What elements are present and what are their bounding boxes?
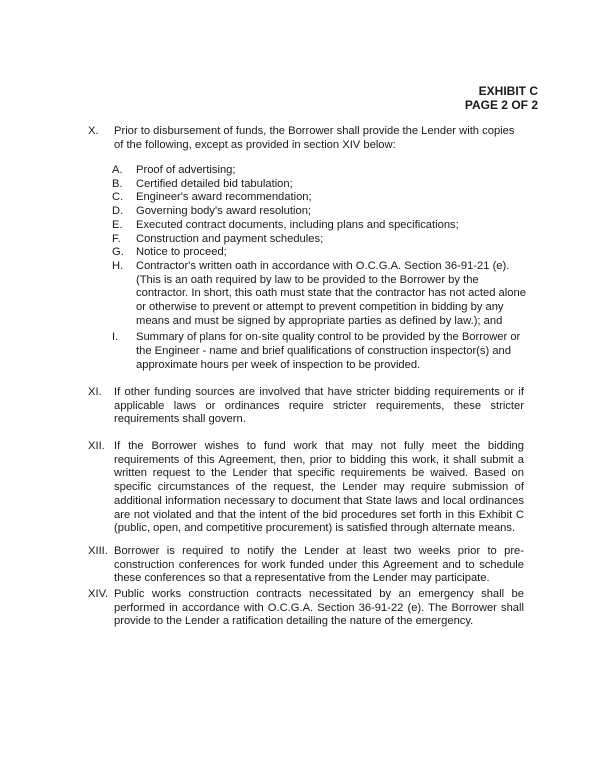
list-item-letter: H. — [112, 259, 124, 272]
list-item-text: Notice to proceed; — [136, 246, 227, 259]
list-item — [112, 331, 524, 372]
section-xiv — [88, 588, 524, 629]
section-xi — [88, 386, 524, 427]
exhibit-title: EXHIBIT C — [478, 84, 538, 98]
section-number: XIII. — [88, 545, 108, 557]
list-item-text: Governing body's award resolution; — [136, 205, 312, 218]
section-number: XI. — [88, 386, 102, 398]
section-number: XII. — [88, 440, 105, 452]
section-x-list — [112, 164, 524, 373]
list-item — [112, 260, 526, 329]
section-xii — [88, 440, 524, 536]
list-item — [112, 191, 524, 205]
list-item — [112, 219, 524, 233]
list-item-text: Certified detailed bid tabulation; — [136, 177, 293, 190]
section-x — [88, 125, 524, 152]
list-item-letter: I. — [112, 331, 119, 344]
list-item-letter: E. — [112, 218, 123, 231]
list-item-text: Construction and payment schedules; — [136, 232, 324, 245]
list-item — [112, 178, 524, 192]
section-xiii — [88, 545, 524, 586]
list-item-text: Engineer's award recommendation; — [136, 191, 312, 204]
list-item-letter: F. — [112, 232, 121, 245]
list-item — [112, 233, 524, 247]
exhibit-header — [465, 84, 538, 112]
page-number: PAGE 2 OF 2 — [464, 98, 538, 112]
list-item — [112, 205, 524, 219]
list-item-letter: D. — [112, 205, 124, 218]
list-item-text: Proof of advertising; — [136, 164, 236, 176]
list-item-letter: C. — [112, 191, 124, 204]
list-item-letter: B. — [112, 177, 123, 190]
section-text: Prior to disbursement of funds, the Borrower shall provide the Lender with copies of the following, except as provided in section XIV below: — [114, 125, 515, 151]
section-text: If other funding sources are involved that have stricter bidding requirements or if applicable laws or ordinances require stricter requirements, these stricter requirements shall govern. — [114, 386, 524, 426]
list-item-text: Contractor's written oath in accordance with O.C.G.A. Section 36-91-21 (e). (This is an oath required by law to be provided to the Borrower by the contractor. In short, this oath must state that the contractor has not acted alone or otherwise to prevent or attempt to prevent competition in bidding by any means and must be signed by appropriate parties as defined by law.); and — [136, 259, 526, 327]
section-text: Borrower is required to notify the Lender at least two weeks prior to pre-construction conferences for work funded under this Agreement and to schedule these conferences so that a representative from the Lender may participate. — [114, 545, 524, 585]
list-item — [112, 246, 524, 260]
section-number: XIV. — [88, 588, 109, 600]
list-item — [112, 164, 524, 178]
section-text: If the Borrower wishes to fund work that may not fully meet the bidding requirements of this Agreement, then, prior to bidding this work, it shall submit a written request to the Lender that specific requirements be waived. Based on specific circumstances of the request, the Lender may require submission of additional information necessary to document that State laws and local ordinances are not violated and that the intent of the bid procedures set forth in this Exhibit C (public, open, and competitive procurement) is satisfied through alternate means. — [114, 440, 524, 535]
list-item-text: Executed contract documents, including plans and specifications; — [136, 218, 459, 231]
list-item-text: Summary of plans for on-site quality control to be provided by the Borrower or the Engineer - name and brief qualifications of construction inspector(s) and approximate hours per week of inspection to be provided. — [136, 331, 521, 371]
section-text: Public works construction contracts necessitated by an emergency shall be performed in accordance with O.C.G.A. Section 36-91-22 (e). The Borrower shall provide to the Lender a ratification detailing the nature of the emergency. — [114, 588, 524, 628]
section-number: X. — [88, 125, 99, 137]
list-item-letter: A. — [112, 164, 123, 176]
list-item-letter: G. — [112, 246, 124, 259]
